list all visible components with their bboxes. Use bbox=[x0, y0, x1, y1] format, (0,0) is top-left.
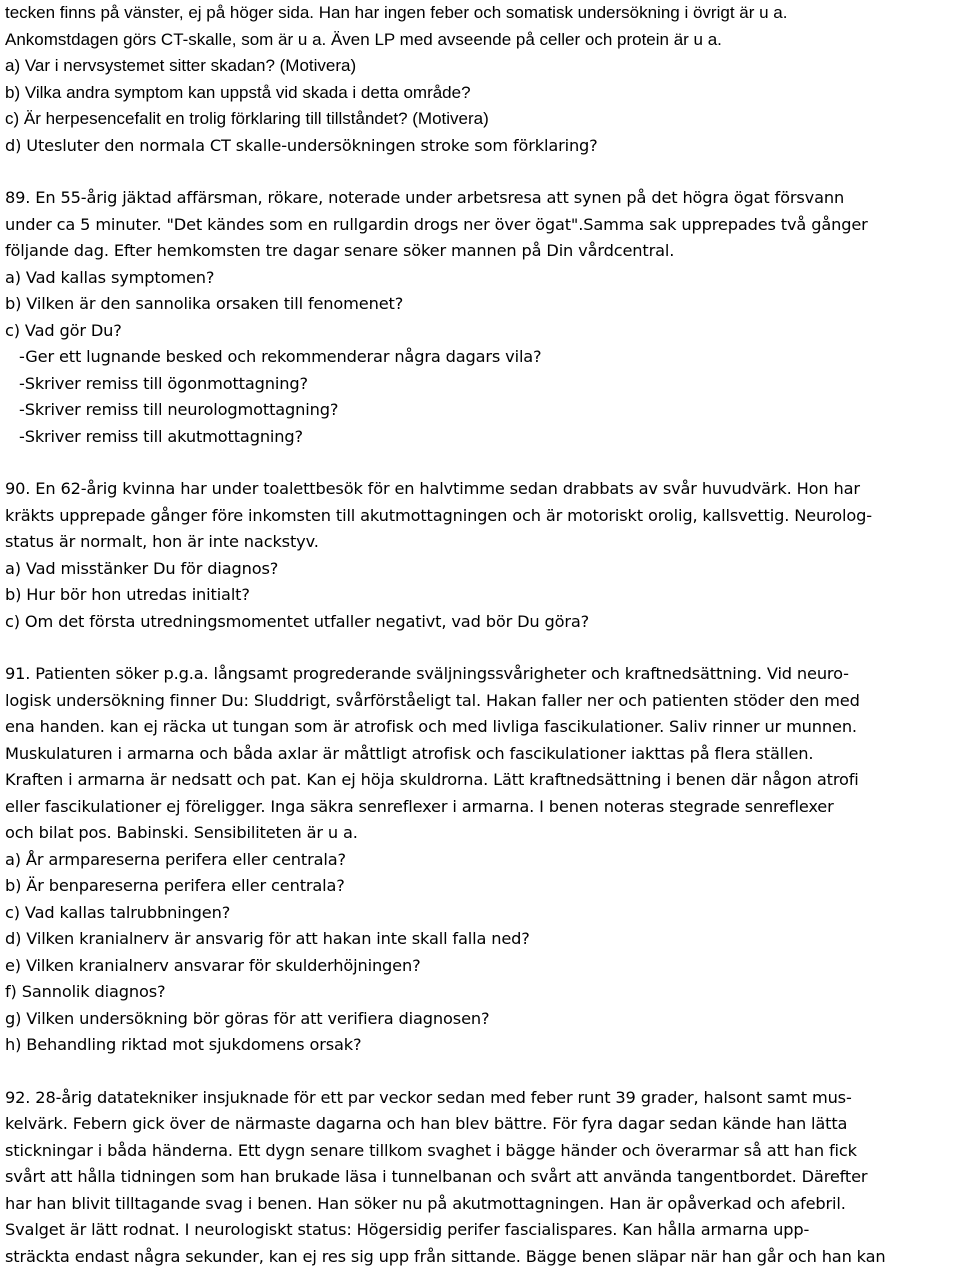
case-89-line: följande dag. Efter hemkomsten tre dagar senare söker mannen på Din vårdcentral. bbox=[5, 238, 957, 265]
case-92-line: svårt att hålla tidningen som han brukade läsa i tunnelbanan och svårt att använda tangentbordet. Därefter bbox=[5, 1164, 957, 1191]
case-91-line: c) Vad kallas talrubbningen? bbox=[5, 900, 957, 927]
case-89-line: 89. En 55-årig jäktad affärsman, rökare, noterade under arbetsresa att synen på det högra ögat försvann bbox=[5, 185, 957, 212]
case-92-section bbox=[5, 1085, 957, 1270]
case-89-option: -Skriver remiss till neurologmottagning? bbox=[5, 397, 957, 424]
case-90-line: status är normalt, hon är inte nackstyv. bbox=[5, 529, 957, 556]
case-91-line: d) Vilken kranialnerv är ansvarig för att hakan inte skall falla ned? bbox=[5, 926, 957, 953]
spacer bbox=[5, 1059, 957, 1085]
case-91-section bbox=[5, 661, 957, 1059]
case-92-line: 92. 28-årig datatekniker insjuknade för ett par veckor sedan med feber runt 39 grader, halsont samt mus- bbox=[5, 1085, 957, 1112]
case-89-option: -Ger ett lugnande besked och rekommenderar några dagars vila? bbox=[5, 344, 957, 371]
case-89-line: b) Vilken är den sannolika orsaken till fenomenet? bbox=[5, 291, 957, 318]
case-90-line: kräkts upprepade gånger före inkomsten till akutmottagningen och är motoriskt orolig, kallsvettig. Neurolog- bbox=[5, 503, 957, 530]
document-page bbox=[5, 0, 957, 1270]
intro-section bbox=[5, 0, 957, 159]
spacer bbox=[5, 450, 957, 476]
case-91-line: g) Vilken undersökning bör göras för att verifiera diagnosen? bbox=[5, 1006, 957, 1033]
case-89-line: a) Vad kallas symptomen? bbox=[5, 265, 957, 292]
intro-line: b) Vilka andra symptom kan uppstå vid skada i detta område? bbox=[5, 80, 957, 107]
case-91-line: Muskulaturen i armarna och båda axlar är måttligt atrofisk och fascikulationer iakttas på flera ställen. bbox=[5, 741, 957, 768]
case-92-line: Svalget är lätt rodnat. I neurologiskt status: Högersidig perifer fascialispares. Kan hålla armarna upp- bbox=[5, 1217, 957, 1244]
case-91-line: f) Sannolik diagnos? bbox=[5, 979, 957, 1006]
case-89-line: c) Vad gör Du? bbox=[5, 318, 957, 345]
case-91-line: a) År armpareserna perifera eller centrala? bbox=[5, 847, 957, 874]
case-92-line: stickningar i båda händerna. Ett dygn senare tillkom svaghet i bägge händer och överarmar så att han fick bbox=[5, 1138, 957, 1165]
intro-line: c) Är herpesencefalit en trolig förklaring till tillståndet? (Motivera) bbox=[5, 106, 957, 133]
case-90-line: c) Om det första utredningsmomentet utfaller negativt, vad bör Du göra? bbox=[5, 609, 957, 636]
intro-line: a) Var i nervsystemet sitter skadan? (Motivera) bbox=[5, 53, 957, 80]
case-91-line: e) Vilken kranialnerv ansvarar för skulderhöjningen? bbox=[5, 953, 957, 980]
case-91-line: b) Är benpareserna perifera eller centrala? bbox=[5, 873, 957, 900]
intro-line: tecken finns på vänster, ej på höger sida. Han har ingen feber och somatisk undersökning i övrigt är u a. bbox=[5, 0, 957, 27]
case-91-line: ena handen. kan ej räcka ut tungan som är atrofisk och med livliga fascikulationer. Saliv rinner ur munnen. bbox=[5, 714, 957, 741]
case-89-option: -Skriver remiss till akutmottagning? bbox=[5, 424, 957, 451]
spacer bbox=[5, 159, 957, 185]
case-92-line: sträckta endast några sekunder, kan ej res sig upp från sittande. Bägge benen släpar när han går och han kan bbox=[5, 1244, 957, 1270]
case-91-line: h) Behandling riktad mot sjukdomens orsak? bbox=[5, 1032, 957, 1059]
case-91-line: eller fascikulationer ej föreligger. Inga säkra senreflexer i armarna. I benen noteras stegrade senreflexer bbox=[5, 794, 957, 821]
case-91-line: logisk undersökning finner Du: Sluddrigt, svårförståeligt tal. Hakan faller ner och patienten stöder den med bbox=[5, 688, 957, 715]
case-90-line: 90. En 62-årig kvinna har under toalettbesök för en halvtimme sedan drabbats av svår huvudvärk. Hon har bbox=[5, 476, 957, 503]
case-89-section bbox=[5, 185, 957, 450]
case-92-line: kelvärk. Febern gick över de närmaste dagarna och han blev bättre. För fyra dagar sedan kände han lätta bbox=[5, 1111, 957, 1138]
case-89-option: -Skriver remiss till ögonmottagning? bbox=[5, 371, 957, 398]
case-91-line: 91. Patienten söker p.g.a. långsamt progrederande sväljningssvårigheter och kraftnedsättning. Vid neuro- bbox=[5, 661, 957, 688]
case-90-line: b) Hur bör hon utredas initialt? bbox=[5, 582, 957, 609]
case-91-line: Kraften i armarna är nedsatt och pat. Kan ej höja skuldrorna. Lätt kraftnedsättning i benen där någon atrofi bbox=[5, 767, 957, 794]
intro-line: Ankomstdagen görs CT-skalle, som är u a. Även LP med avseende på celler och protein är u a. bbox=[5, 27, 957, 54]
intro-question-d: d) Utesluter den normala CT skalle-undersökningen stroke som förklaring? bbox=[5, 133, 957, 160]
case-92-line: har han blivit tilltagande svag i benen. Han söker nu på akutmottagningen. Han är opåverkad och afebril. bbox=[5, 1191, 957, 1218]
spacer bbox=[5, 635, 957, 661]
case-91-line: och bilat pos. Babinski. Sensibiliteten är u a. bbox=[5, 820, 957, 847]
case-90-line: a) Vad misstänker Du för diagnos? bbox=[5, 556, 957, 583]
case-90-section bbox=[5, 476, 957, 635]
case-89-line: under ca 5 minuter. "Det kändes som en rullgardin drogs ner över ögat".Samma sak upprepades två gånger bbox=[5, 212, 957, 239]
